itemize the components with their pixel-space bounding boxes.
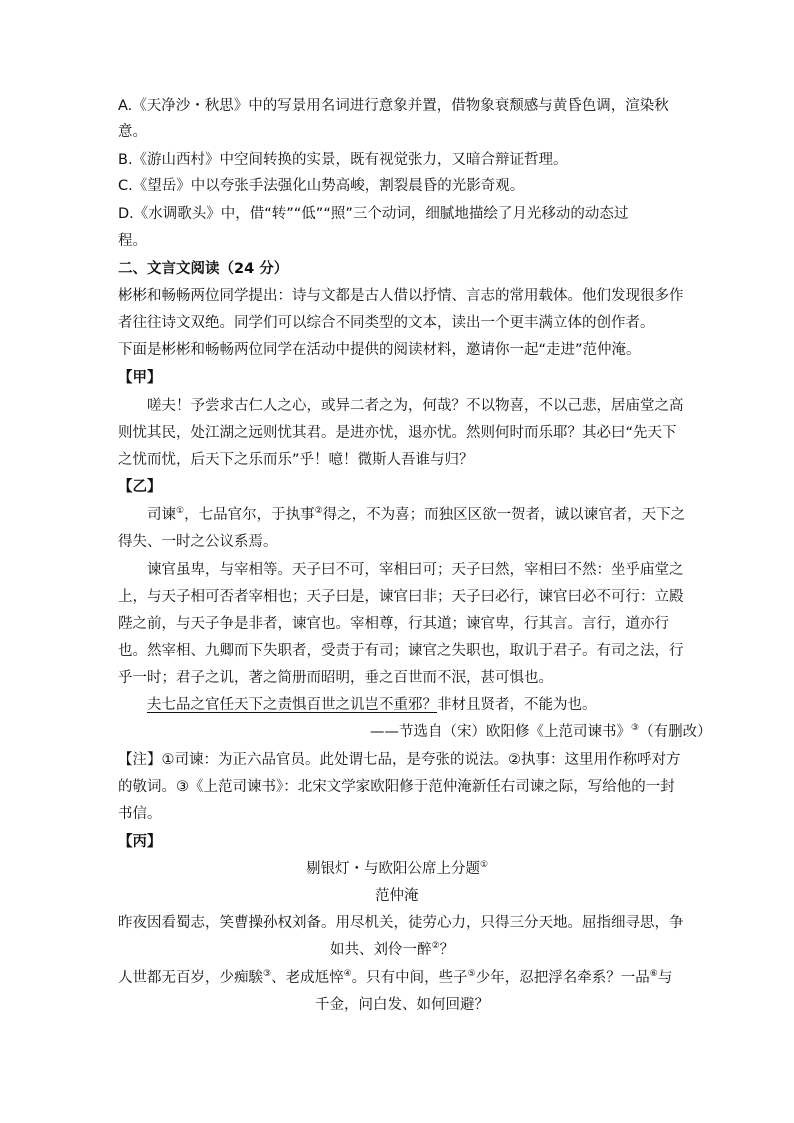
intro-line1: 彬彬和畅畅两位同学提出：诗与文都是古人借以抒情、言志的常用载体。他们发现很多作 <box>118 288 684 304</box>
intro-line2: 者往往诗文双绝。同学们可以综合不同类型的文本，读出一个更丰满立体的创作者。 <box>118 315 655 331</box>
poem-stanza1-line2: 如共、刘伶一醉②？ <box>330 941 455 958</box>
passage-yi-label: 【乙】 <box>118 479 162 495</box>
yi-p3: 夫七品之官任天下之责惧百世之讥岂不重邪？非材且贤者，不能为也。 <box>147 697 597 713</box>
option-d-line2: 程。 <box>118 233 147 249</box>
option-c: C.《望岳》中以夸张手法强化山势高峻，割裂晨昏的光影奇观。 <box>118 178 525 194</box>
yi-p1-line1: 司谏①，七品官尔，于执事②得之，不为喜；而独区区欲一贺者，诚以谏官者，天下之 <box>147 506 686 523</box>
passage-jia-label: 【甲】 <box>118 370 162 386</box>
poem-title: 剔银灯・与欧阳公席上分题① <box>306 860 489 877</box>
jia-line1: 嗟夫！予尝求古仁人之心，或异二者之为，何哉？不以物喜，不以己悲，居庙堂之高 <box>147 398 684 414</box>
note-line1: 【注】①司谏：为正六品官员。此处谓七品，是夸张的说法。②执事：这里用作称呼对方 <box>118 752 681 768</box>
option-d-line1: D.《水调歌头》中，借“转”“低”“照”三个动词，细腻地描绘了月光移动的动态过 <box>118 206 629 222</box>
option-a-line2: 意。 <box>118 124 147 140</box>
section-heading: 二、文言文阅读（24 分） <box>118 261 289 277</box>
yi-p1-line2: 得失、一时之公议系焉。 <box>118 534 278 550</box>
poem-stanza2-line2: 千金，问白发、如何回避？ <box>315 997 489 1013</box>
option-b: B.《游山西村》中空间转换的实景，既有视觉张力，又暗合辩证哲理。 <box>118 152 568 168</box>
option-a-line1: A.《天净沙・秋思》中的写景用名词进行意象并置，借物象衰颓感与黄昏色调，渲染秋 <box>118 98 669 114</box>
poem-author: 范仲淹 <box>375 888 419 904</box>
passage-bing-label: 【丙】 <box>118 834 162 850</box>
note-line3: 书信。 <box>118 806 162 822</box>
jia-line3: 之忧而忧，后天下之乐而乐”乎！噫！微斯人吾谁与归？ <box>118 452 474 468</box>
poem-stanza1-line1: 昨夜因看蜀志，笑曹操孙权刘备。用尽机关，徒劳心力，只得三分天地。屈指细寻思，争 <box>118 915 684 931</box>
yi-p2-line2: 上，与天子相可否者宰相也；天子曰是，谏官曰非；天子曰必行，谏官曰必不可行：立殿 <box>118 589 684 605</box>
jia-line2: 则忧其民，处江湖之远则忧其君。是进亦忧，退亦忧。然则何时而乐耶？其必曰“先天下 <box>118 425 677 441</box>
yi-p2-line4: 也。然宰相、九卿而下失职者，受责于有司；谏官之失职也，取讥于君子。有司之法，行 <box>118 643 684 659</box>
yi-p2-line5: 乎一时；君子之讥，著之简册而昭明，垂之百世而不泯，甚可惧也。 <box>118 670 553 686</box>
note-line2: 的敬词。③《上范司谏书》：北宋文学家欧阳修于范仲淹新任右司谏之际，写给他的一封 <box>118 779 675 795</box>
yi-p2-line3: 陛之前，与天子争是非者，谏官也。宰相尊，行其道；谏官卑，行其言。言行，道亦行 <box>118 616 669 632</box>
underlined-sentence: 夫七品之官任天下之责惧百世之讥岂不重邪？ <box>147 697 437 713</box>
intro-line3: 下面是彬彬和畅畅两位同学在活动中提供的阅读材料，邀请你一起“走进”范仲淹。 <box>118 342 641 358</box>
poem-stanza2-line1: 人世都无百岁，少痴騃③、老成尪悴④。只有中间，些子⑤少年，忍把浮名牵系？一品⑥与 <box>118 969 673 986</box>
yi-p2-line1: 谏官虽卑，与宰相等。天子曰不可，宰相曰可；天子曰然，宰相曰不然：坐乎庙堂之 <box>147 562 684 578</box>
yi-source: ——节选自（宋）欧阳修《上范司谏书》③（有删改） <box>370 723 712 740</box>
